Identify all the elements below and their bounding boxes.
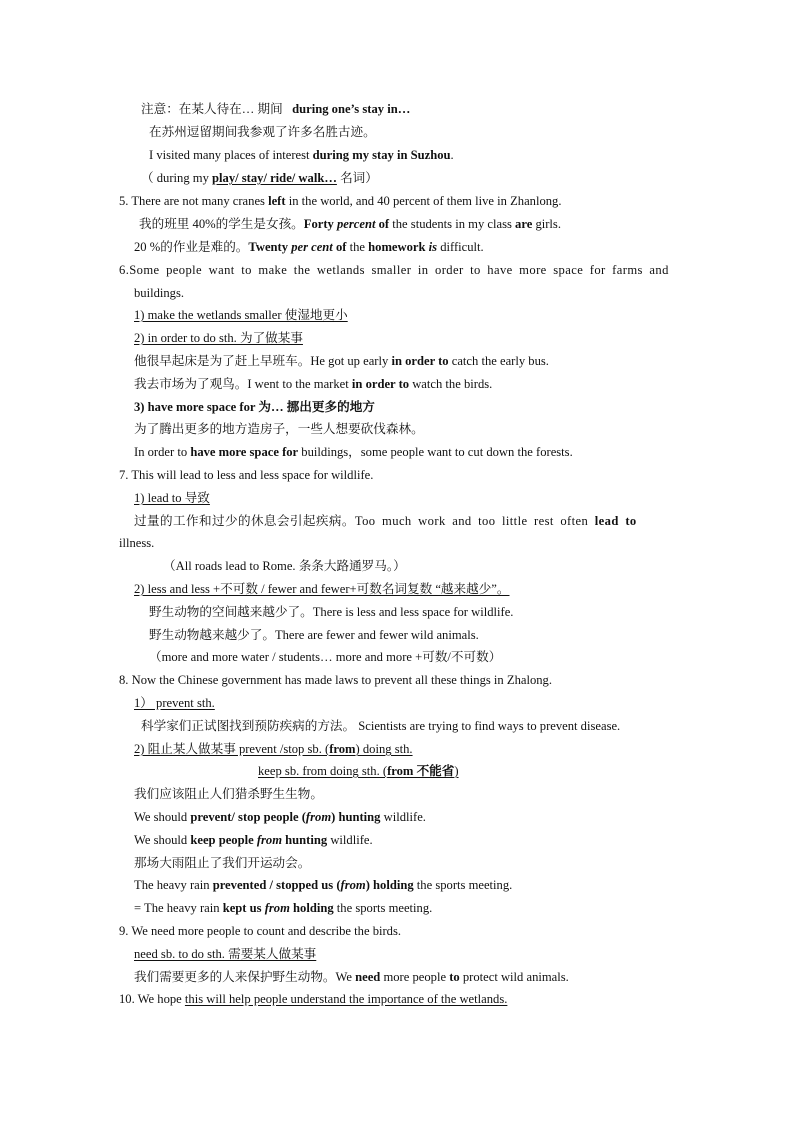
text-line: 我去市场为了观鸟。I went to the market in order to watch the birds. xyxy=(134,377,493,391)
point-heading: keep sb. from doing sth. (from 不能省) xyxy=(258,764,459,778)
text-line: The heavy rain prevented / stopped us (from) holding the sports meeting. xyxy=(134,878,513,892)
text-line: 那场大雨阻止了我们开运动会。 xyxy=(134,856,311,870)
sentence-5: 5. There are not many cranes left in the world, and 40 percent of them live in Zhanlong. xyxy=(119,194,562,208)
text-line: 他很早起床是为了赶上早班车。He got up early in order to catch the early bus. xyxy=(134,354,549,368)
text-line: 我的班里 40%的学生是女孩。Forty percent of the students in my class are girls. xyxy=(139,217,561,231)
point-heading: 2) in order to do sth. 为了做某事 xyxy=(134,331,303,345)
text-line: 科学家们正试图找到预防疾病的方法。 Scientists are trying to find ways to prevent disease. xyxy=(141,719,621,733)
sentence-8: 8. Now the Chinese government has made laws to prevent all these things in Zhalong. xyxy=(119,673,552,687)
text-line: I visited many places of interest during my stay in Suzhou. xyxy=(149,148,454,162)
text-line: We should keep people from hunting wildlife. xyxy=(134,833,373,847)
text-line: In order to have more space for buildings，some people want to cut down the forests. xyxy=(134,445,573,459)
point-heading: 3) have more space for 为… 挪出更多的地方 xyxy=(134,400,375,414)
point-heading: 1） prevent sth. xyxy=(134,696,215,710)
text-line: （All roads lead to Rome. 条条大路通罗马。） xyxy=(163,559,406,573)
text-line: buildings. xyxy=(134,286,185,300)
sentence-9: 9. We need more people to count and describe the birds. xyxy=(119,924,402,938)
point-heading: 1) lead to 导致 xyxy=(134,491,210,505)
text-line: 20 %的作业是难的。Twenty per cent of the homework is difficult. xyxy=(134,240,484,254)
point-heading: 2) less and less +不可数 / fewer and fewer+可数名词复数 “越来越少”。 xyxy=(134,582,510,596)
text-line: 野生动物的空间越来越少了。There is less and less space for wildlife. xyxy=(149,605,514,619)
sentence-7: 7. This will lead to less and less space for wildlife. xyxy=(119,468,374,482)
point-heading: 1) make the wetlands smaller 使湿地更小 xyxy=(134,308,348,322)
note-line: 注意：在某人待在… 期间 during one’s stay in… xyxy=(141,102,411,116)
text-line: 我们应该阻止人们猎杀野生生物。 xyxy=(134,787,323,801)
sentence-6: 6.Some people want to make the wetlands smaller in order to have more space for farms and xyxy=(119,263,669,277)
text-line: 过量的工作和过少的休息会引起疾病。Too much work and too little rest often lead to xyxy=(134,514,637,528)
text-line: （ during my play/ stay/ ride/ walk… 名词） xyxy=(141,171,378,185)
text-line: = The heavy rain kept us from holding the sports meeting. xyxy=(134,901,433,915)
text-line: 我们需要更多的人来保护野生动物。We need more people to protect wild animals. xyxy=(134,970,569,984)
text-line: （more and more water / students… more and more +可数/不可数） xyxy=(149,650,502,664)
point-heading: 2) 阻止某人做某事 prevent /stop sb. (from) doing sth. xyxy=(134,742,413,756)
sentence-10: 10. We hope this will help people understand the importance of the wetlands. xyxy=(119,992,508,1006)
text-line: We should prevent/ stop people (from) hunting wildlife. xyxy=(134,810,426,824)
point-heading: need sb. to do sth. 需要某人做某事 xyxy=(134,947,317,961)
text-line: 为了腾出更多的地方造房子，一些人想要砍伐森林。 xyxy=(134,422,424,436)
text-line: 在苏州逗留期间我参观了许多名胜古迹。 xyxy=(149,125,376,139)
text-line: 野生动物越来越少了。There are fewer and fewer wild animals. xyxy=(149,628,479,642)
text-line: illness. xyxy=(119,536,155,550)
